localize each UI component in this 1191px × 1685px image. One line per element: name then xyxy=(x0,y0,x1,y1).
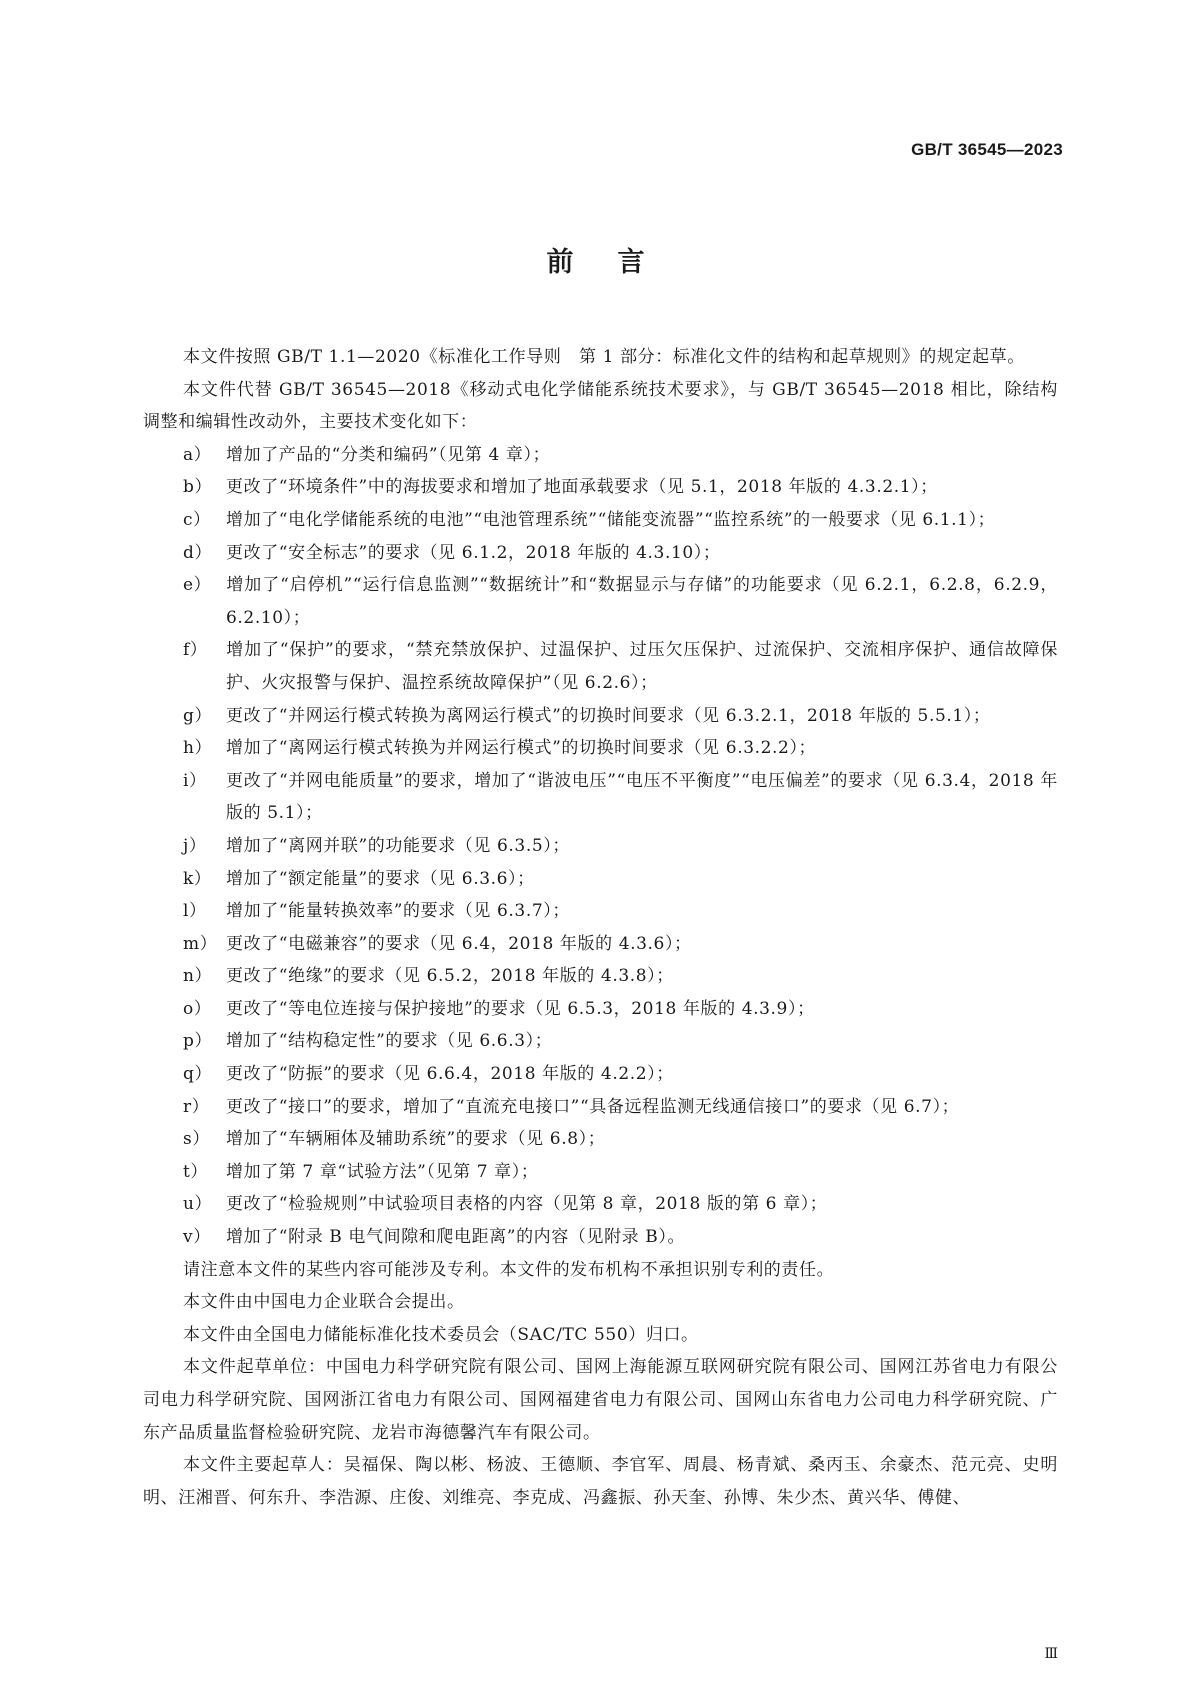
list-item-letter: f） xyxy=(183,640,208,661)
list-item-text: 增加了“车辆厢体及辅助系统”的要求（见 6.8）； xyxy=(226,1129,606,1150)
list-item-text: 增加了“启停机”“运行信息监测”“数据统计”和“数据显示与存储”的功能要求（见 6.2.1，6.2.8，6.2.9，6.2.10）； xyxy=(226,575,1058,628)
paragraph: 请注意本文件的某些内容可能涉及专利。本文件的发布机构不承担识别专利的责任。 xyxy=(183,1259,835,1280)
paragraph: 本文件由全国电力储能标准化技术委员会（SAC/TC 550）归口。 xyxy=(183,1324,699,1345)
list-item xyxy=(143,1188,1058,1221)
list-item-text: 增加了“结构稳定性”的要求（见 6.6.3）； xyxy=(226,1031,553,1052)
paragraph: 本文件由中国电力企业联合会提出。 xyxy=(183,1292,465,1313)
list-item xyxy=(143,830,1058,863)
list-item-text: 增加了“能量转换效率”的要求（见 6.3.7）； xyxy=(226,901,570,922)
list-item-text: 更改了“环境条件”中的海拔要求和增加了地面承载要求（见 5.1，2018 年版的 4.3.2.1）； xyxy=(226,477,938,498)
list-item-text: 增加了“额定能量”的要求（见 6.3.6）； xyxy=(226,868,535,889)
list-item-letter: v） xyxy=(183,1227,211,1248)
list-item-text: 更改了“电磁兼容”的要求（见 6.4，2018 年版的 4.3.6）； xyxy=(226,933,692,954)
list-item xyxy=(143,863,1058,896)
list-item-letter: g） xyxy=(183,705,213,726)
list-item-letter: d） xyxy=(183,542,213,563)
list-item-text: 更改了“并网电能质量”的要求，增加了“谐波电压”“电压不平衡度”“电压偏差”的要求（见 6.3.4，2018 年版的 5.1）； xyxy=(226,770,1058,824)
paragraph: 本文件主要起草人：吴福保、陶以彬、杨波、王德顺、李官军、周晨、杨青斌、桑丙玉、余豪杰、范元亮、史明明、汪湘晋、何东升、李浩源、庄俊、刘维亮、李克成、冯鑫振、孙天奎、孙博、朱少杰、黄兴华、傅健、 xyxy=(143,1455,1058,1508)
list-item xyxy=(143,569,1058,634)
page-number: Ⅲ xyxy=(1044,1646,1058,1662)
list-item xyxy=(143,732,1058,765)
paragraph: 本文件按照 GB/T 1.1—2020《标准化工作导则 第 1 部分：标准化文件的结构和起草规则》的规定起草。 xyxy=(183,347,1025,367)
list-item-text: 更改了“安全标志”的要求（见 6.1.2，2018 年版的 4.3.10）； xyxy=(226,542,721,563)
list-item-letter: i） xyxy=(183,770,207,791)
list-item-letter: r） xyxy=(183,1096,210,1117)
list-item-text: 增加了“电化学储能系统的电池”“电池管理系统”“储能变流器”“监控系统”的一般要求（见 6.1.1）； xyxy=(226,509,996,530)
list-item xyxy=(143,537,1058,570)
list-item-text: 更改了“接口”的要求，增加了“直流充电接口”“具备远程监测无线通信接口”的要求（见 6.7）； xyxy=(226,1096,960,1117)
list-item-letter: b） xyxy=(183,477,213,498)
list-item xyxy=(143,439,1058,472)
list-item-letter: q） xyxy=(183,1064,213,1085)
list-item xyxy=(143,895,1058,928)
list-item-letter: a） xyxy=(183,444,212,465)
list-item-letter: t） xyxy=(183,1161,209,1182)
list-item-letter: h） xyxy=(183,738,213,759)
list-item-letter: m） xyxy=(183,933,218,954)
list-item-text: 更改了“检验规则”中试验项目表格的内容（见第 8 章，2018 版的第 6 章）； xyxy=(226,1194,828,1215)
list-item xyxy=(143,928,1058,961)
list-item xyxy=(143,765,1058,830)
list-item-text: 增加了“离网并联”的功能要求（见 6.3.5）； xyxy=(226,835,570,856)
list-item-letter: k） xyxy=(183,868,212,889)
list-item-text: 更改了“等电位连接与保护接地”的要求（见 6.5.3，2018 年版的 4.3.9）； xyxy=(226,998,815,1019)
list-item-letter: o） xyxy=(183,998,212,1019)
list-item-letter: e） xyxy=(183,575,212,596)
list-item xyxy=(143,1058,1058,1091)
list-item-letter: s） xyxy=(183,1129,210,1150)
list-item xyxy=(143,504,1058,537)
list-item xyxy=(143,1091,1058,1124)
list-item-letter: j） xyxy=(183,835,207,856)
list-item xyxy=(143,1221,1058,1254)
list-item-letter: u） xyxy=(183,1194,213,1215)
list-item-letter: n） xyxy=(183,966,213,987)
paragraph: 本文件代替 GB/T 36545—2018《移动式电化学储能系统技术要求》，与 GB/T 36545—2018 相比，除结构调整和编辑性改动外，主要技术变化如下： xyxy=(143,379,1058,433)
list-item-text: 增加了“附录 B 电气间隙和爬电距离”的内容（见附录 B）。 xyxy=(226,1227,686,1248)
list-item-text: 增加了第 7 章“试验方法”（见第 7 章）； xyxy=(226,1161,539,1182)
list-item-text: 更改了“防振”的要求（见 6.6.4，2018 年版的 4.2.2）； xyxy=(226,1064,674,1085)
list-item xyxy=(143,1156,1058,1189)
list-item xyxy=(143,700,1058,733)
list-item xyxy=(143,1123,1058,1156)
changes-list xyxy=(143,439,1058,1254)
page-title: 前言 xyxy=(546,247,689,278)
list-item xyxy=(143,993,1058,1026)
list-item-text: 增加了产品的“分类和编码”（见第 4 章）； xyxy=(226,444,551,465)
list-item-text: 更改了“并网运行模式转换为离网运行模式”的切换时间要求（见 6.3.2.1，2018 年版的 5.5.1）； xyxy=(226,705,991,726)
list-item-text: 增加了“离网运行模式转换为并网运行模式”的切换时间要求（见 6.3.2.2）； xyxy=(226,738,817,759)
paragraph: 本文件起草单位：中国电力科学研究院有限公司、国网上海能源互联网研究院有限公司、国网江苏省电力有限公司电力科学研究院、国网浙江省电力有限公司、国网福建省电力有限公司、国网山东省电力公司电力科学研究院、广东产品质量监督检验研究院、龙岩市海德馨汽车有限公司。 xyxy=(143,1357,1058,1443)
list-item-text: 更改了“绝缘”的要求（见 6.5.2，2018 年版的 4.3.8）； xyxy=(226,966,674,987)
list-item-text: 增加了“保护”的要求，“禁充禁放保护、过温保护、过压欠压保护、过流保护、交流相序保护、通信故障保护、火灾报警与保护、温控系统故障保护”（见 6.2.6）； xyxy=(226,640,1058,693)
list-item xyxy=(143,471,1058,504)
list-item-letter: p） xyxy=(183,1031,213,1052)
list-item-letter: c） xyxy=(183,509,211,530)
list-item xyxy=(143,634,1058,699)
list-item-letter: l） xyxy=(183,901,207,922)
list-item xyxy=(143,960,1058,993)
standard-id: GB/T 36545—2023 xyxy=(911,140,1063,159)
document-body xyxy=(143,341,1058,1514)
list-item xyxy=(143,1025,1058,1058)
